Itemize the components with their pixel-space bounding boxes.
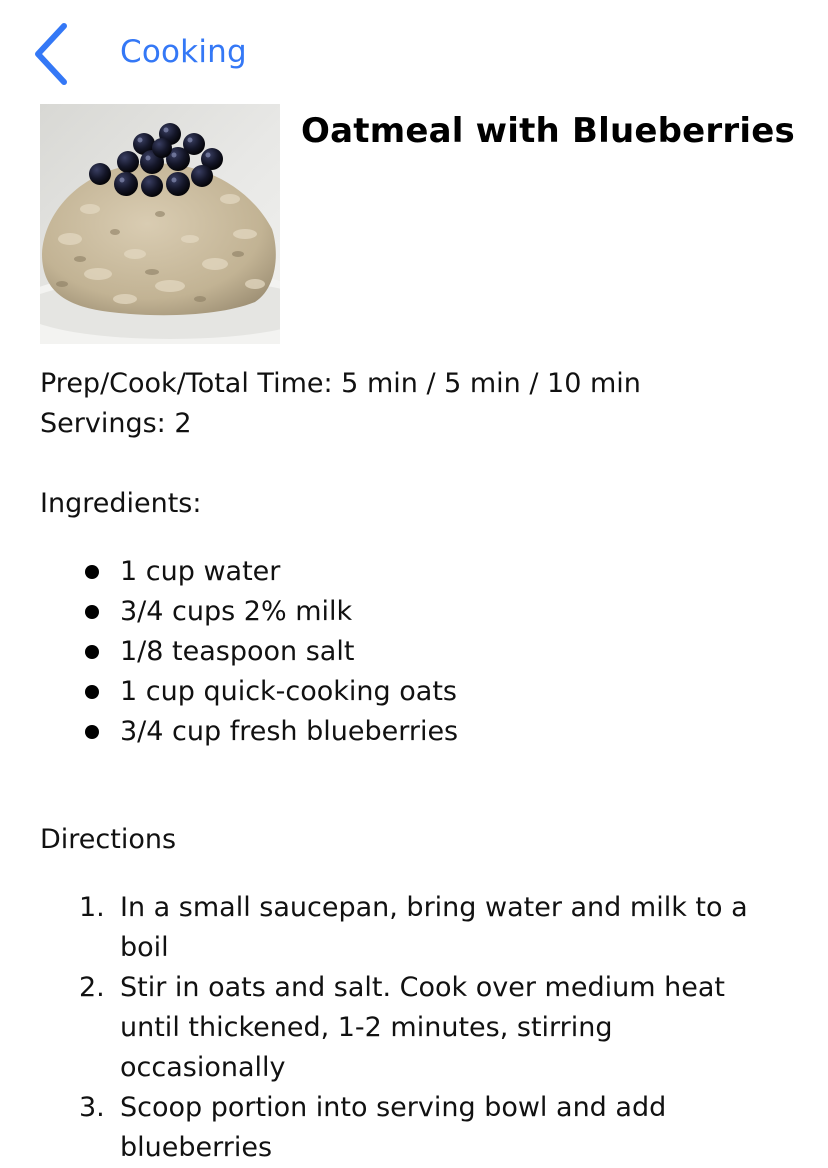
bullet-icon <box>85 565 99 579</box>
step-text: In a small saucepan, bring water and milk to a boil <box>120 892 748 963</box>
bullet-icon <box>85 605 99 619</box>
bullet-icon <box>85 685 99 699</box>
bullet-icon <box>85 645 99 659</box>
step-number: 3. <box>79 1092 105 1123</box>
navigation-bar <box>0 0 828 104</box>
direction-list <box>0 888 828 1168</box>
nav-title[interactable]: Cooking <box>120 34 247 70</box>
ingredient-item <box>0 712 828 752</box>
direction-step <box>0 1088 828 1168</box>
directions-heading: Directions <box>40 824 177 855</box>
ingredient-item <box>0 632 828 672</box>
ingredient-text: 1 cup water <box>120 556 281 587</box>
ingredient-item <box>0 592 828 632</box>
ingredient-text: 3/4 cup fresh blueberries <box>120 716 459 747</box>
recipe-photo <box>40 104 280 344</box>
step-number: 1. <box>79 892 105 923</box>
ingredient-text: 1 cup quick-cooking oats <box>120 676 457 707</box>
ingredient-item <box>0 552 828 592</box>
ingredient-text: 3/4 cups 2% milk <box>120 596 353 627</box>
bullet-icon <box>85 725 99 739</box>
back-button[interactable] <box>22 20 82 86</box>
chevron-left-icon <box>30 22 70 86</box>
ingredient-list <box>0 552 828 752</box>
recipe-servings: Servings: 2 <box>40 408 192 439</box>
recipe-meta <box>40 364 641 444</box>
step-number: 2. <box>79 972 105 1003</box>
ingredient-text: 1/8 teaspoon salt <box>120 636 355 667</box>
direction-step <box>0 968 828 1088</box>
direction-step <box>0 888 828 968</box>
recipe-time: Prep/Cook/Total Time: 5 min / 5 min / 10 min <box>40 368 641 399</box>
ingredient-item <box>0 672 828 712</box>
recipe-title: Oatmeal with Blueberries <box>301 111 795 151</box>
step-text: Stir in oats and salt. Cook over medium heat until thickened, 1-2 minutes, stirring occasionally <box>120 972 725 1083</box>
ingredients-heading: Ingredients: <box>40 488 202 519</box>
step-text: Scoop portion into serving bowl and add blueberries <box>120 1092 667 1163</box>
